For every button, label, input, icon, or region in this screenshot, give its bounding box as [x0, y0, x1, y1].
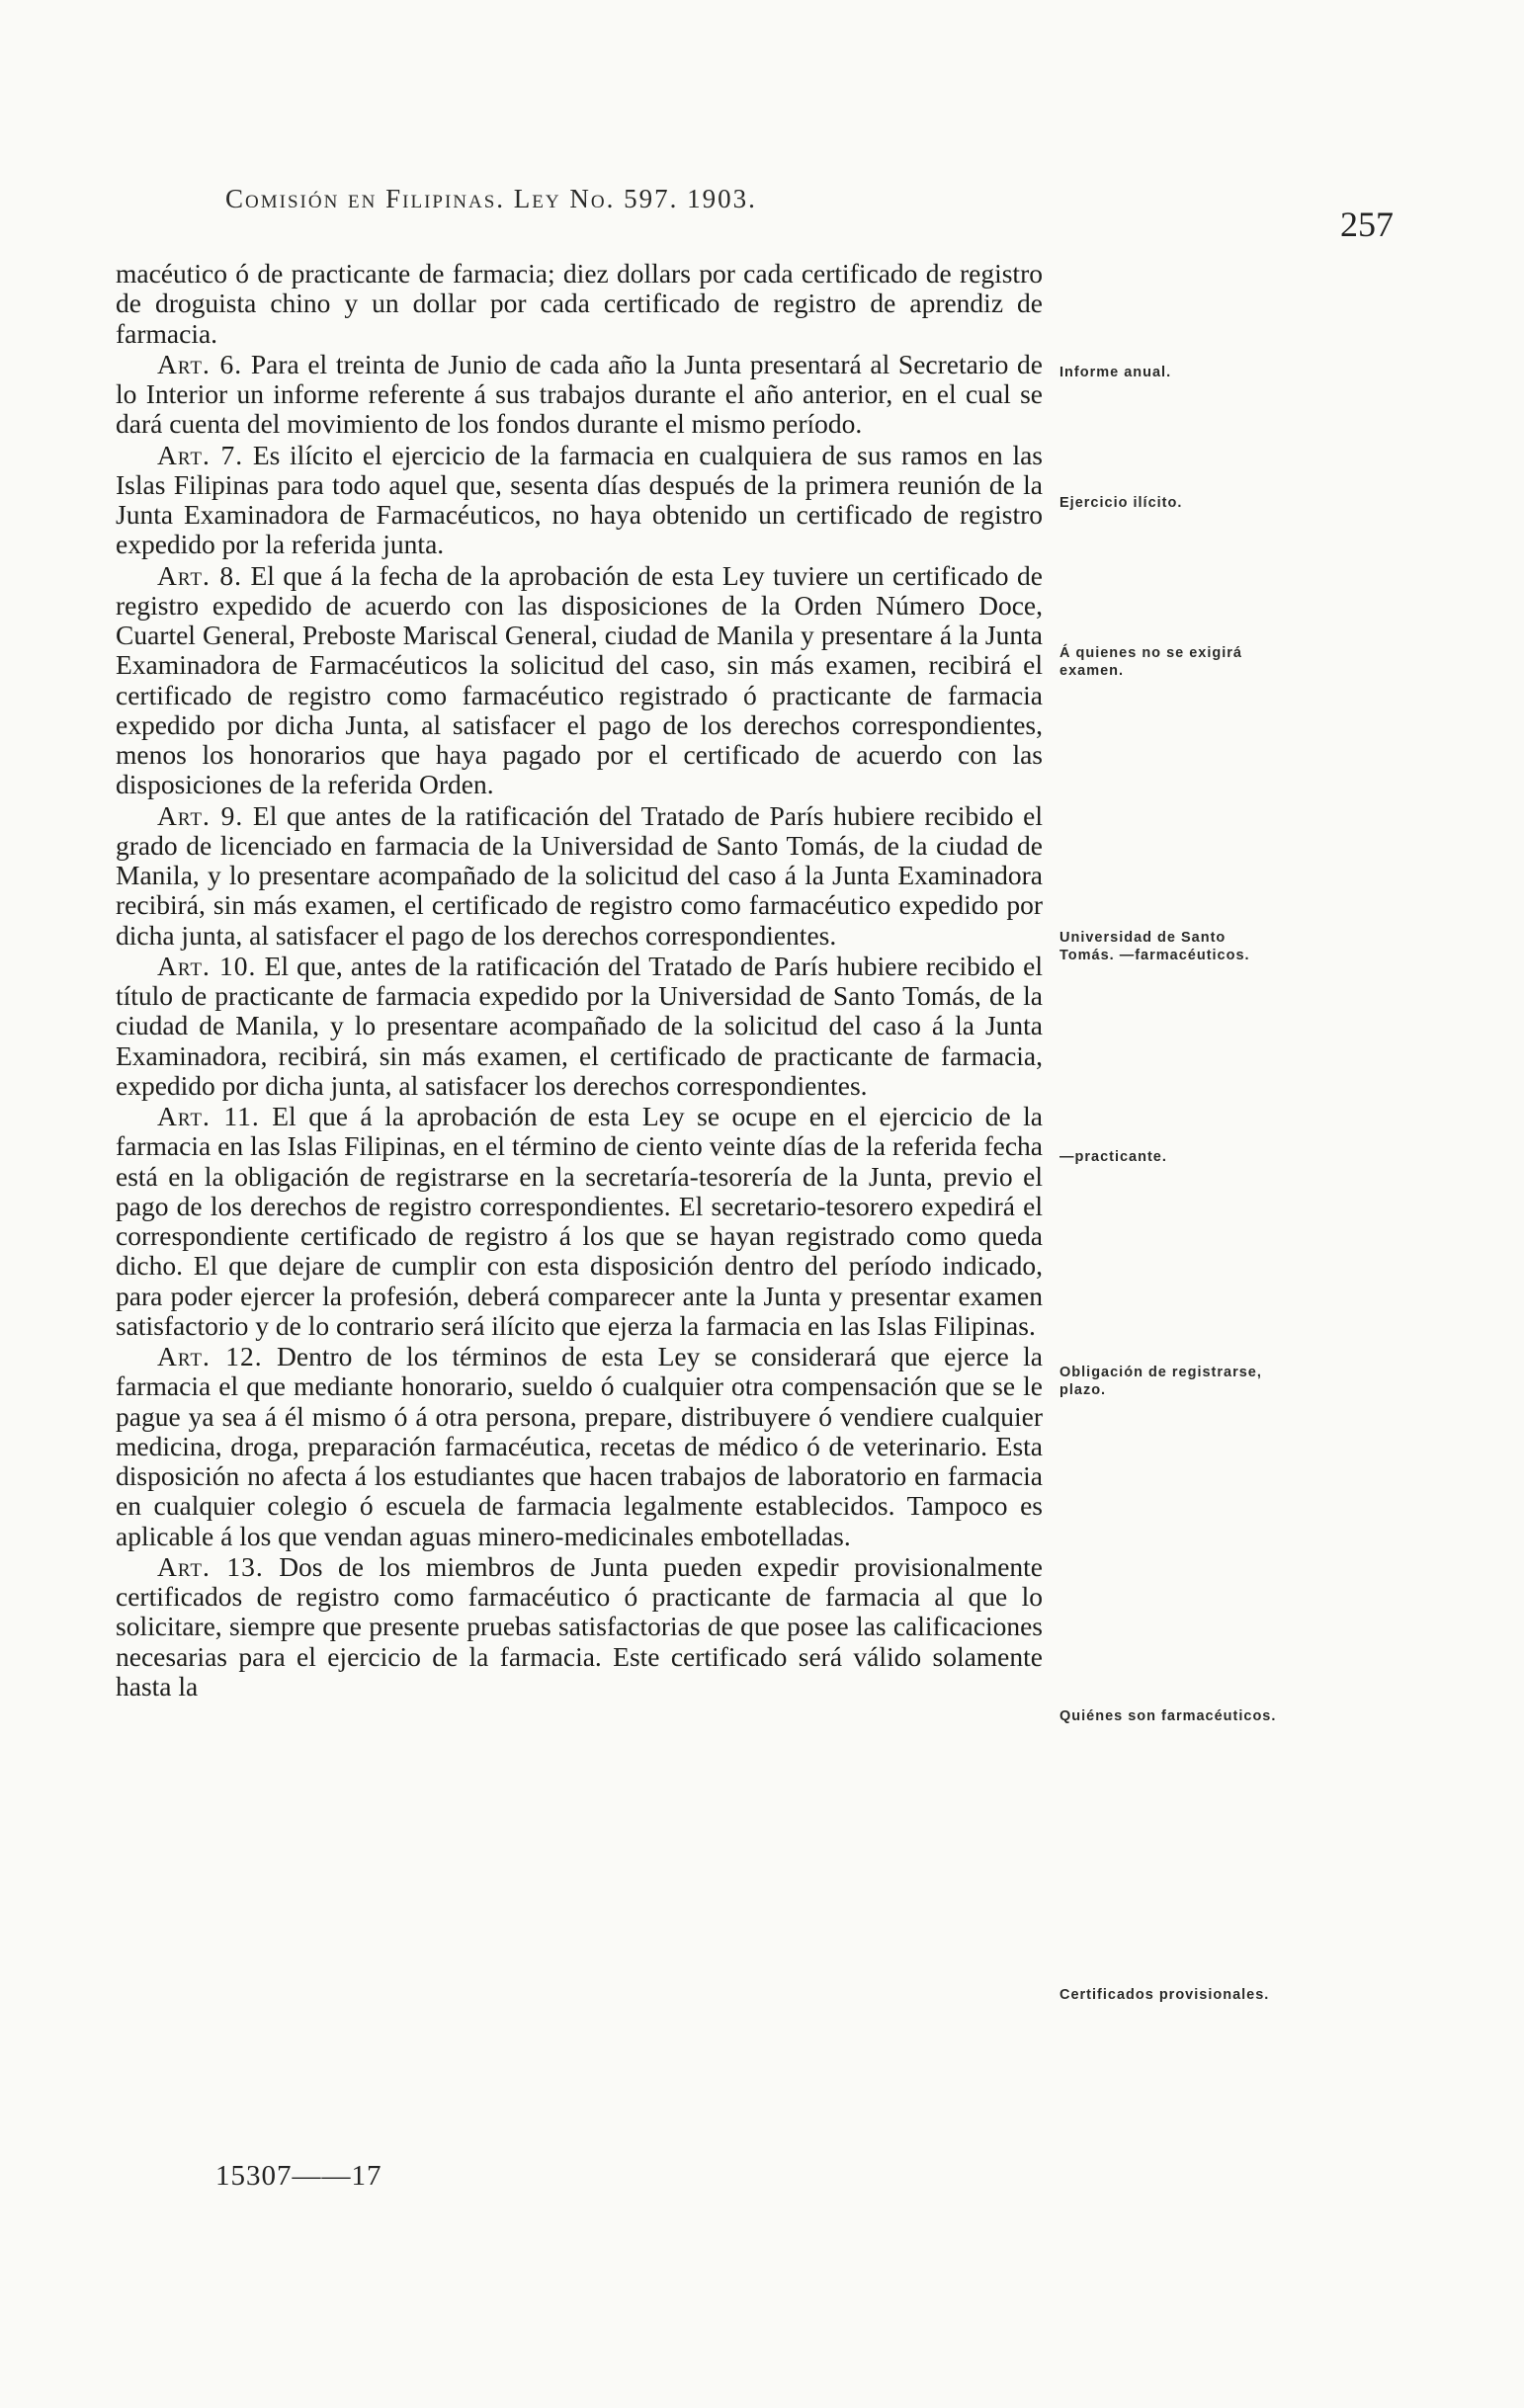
- article-text: Dos de los miembros de Junta pueden expedir provisionalmente certificados de registro como farmacéutico ó practicante de farmacia al que lo solicitare, siempre que presente pruebas satisfactorias de que posee las calificaciones necesarias para el ejercicio de la farmacia. Este certificado será válido solamente hasta la: [116, 1550, 1044, 1702]
- article-label: Art. 6.: [157, 348, 243, 379]
- margin-note-universidad: Universidad de Santo Tomás. —farmacéuticos.: [1059, 930, 1250, 964]
- margin-note-farmaceuticos: Quiénes son farmacéuticos.: [1059, 1708, 1277, 1724]
- article-label: Art. 12.: [157, 1341, 263, 1371]
- article-11: [116, 1102, 1043, 1341]
- article-text: Dentro de los términos de esta Ley se considerará que ejerce la farmacia el que mediante honorario, sueldo ó cualquier otra compensación que se le pague ya sea á él mismo ó á otra persona, prepare, distribuyere ó vendiere cualquier medicina, droga, preparación farmacéutica, recetas de médico ó de veterinario. Esta disposición no afecta á los estudiantes que hacen trabajos de laboratorio en farmacia en cualquier colegio ó escuela de farmacia legalmente establecidos. Tampoco es aplicable á los que vendan aguas minero-medicinales embotelladas.: [116, 1341, 1043, 1551]
- body-text: [116, 259, 1043, 1702]
- running-head: Comisión en Filipinas. Ley No. 597. 1903.: [225, 184, 757, 213]
- margin-note-practicante: —practicante.: [1059, 1149, 1167, 1165]
- article-label: Art. 8.: [157, 559, 242, 591]
- article-text: El que á la fecha de la aprobación de esta Ley tuviere un certificado de registro expedido de acuerdo con las disposiciones de la Orden Número Doce, Cuartel General, Preboste Mariscal General, ciudad de Manila y presentare á la Junta Examinadora de Farmacéuticos la solicitud del caso, sin más examen, recibirá el certificado de registro como farmacéutico registrado ó practicante de farmacia expedido por dicha Junta, al satisfacer el pago de los derechos correspondientes, menos los honorarios que haya pagado por el certificado de acuerdo con las disposiciones de la referida Orden.: [116, 559, 1043, 800]
- article-text: El que, antes de la ratificación del Tratado de París hubiere recibido el título de practicante de farmacia expedido por la Universidad de Santo Tomás, de la ciudad de Manila, y lo presentare acompañado de la solicitud del caso á la Junta Examinadora, recibirá, sin más examen, el certificado de practicante de farmacia, expedido por dicha junta, al satisfacer los derechos correspondientes.: [116, 950, 1044, 1101]
- printer-signature: 15307——17: [215, 2160, 382, 2192]
- article-12: [116, 1342, 1043, 1551]
- article-7: [116, 441, 1043, 560]
- article-label: Art. 9.: [157, 799, 244, 831]
- page-number: 257: [1340, 205, 1394, 244]
- article-label: Art. 11.: [157, 1101, 260, 1131]
- article-label: Art. 10.: [157, 950, 257, 981]
- article-label: Art. 7.: [157, 439, 244, 470]
- margin-note-sin-examen: Á quienes no se exigirá examen.: [1059, 645, 1242, 680]
- article-text: El que á la aprobación de esta Ley se ocupe en el ejercicio de la farmacia en las Islas Filipinas, en el término de ciento veinte días de la referida fecha está en la obligación de registrarse en la secretaría-tesorería de la Junta, previo el pago de los derechos de registro correspondientes. El secretario-tesorero expedirá el correspondiente certificado de registro á los que se hayan registrado como queda dicho. El que dejare de cumplir con esta disposición dentro del período indicado, para poder ejercer la profesión, deberá comparecer ante la Junta y presentar examen satisfactorio y de lo contrario será ilícito que ejerza la farmacia en las Islas Filipinas.: [116, 1101, 1043, 1341]
- article-13: [116, 1552, 1043, 1702]
- margin-note-obligacion: Obligación de registrarse, plazo.: [1059, 1365, 1262, 1399]
- article-text: Para el treinta de Junio de cada año la Junta presentará al Secretario de lo Interior un informe referente á sus trabajos durante el año anterior, en el cual se dará cuenta del movimiento de los fondos durante el mismo período.: [116, 348, 1043, 440]
- article-text: El que antes de la ratificación del Tratado de París hubiere recibido el grado de licenciado en farmacia de la Universidad de Santo Tomás, de la ciudad de Manila, y lo presentare acompañado de la solicitud del caso á la Junta Examinadora recibirá, sin más examen, el certificado de registro como farmacéutico expedido por dicha junta, al satisfacer el pago de los derechos correspondientes.: [116, 799, 1043, 951]
- article-label: Art. 13.: [157, 1550, 264, 1582]
- margin-note-certificados: Certificados provisionales.: [1059, 1987, 1270, 2003]
- article-8: [116, 561, 1043, 800]
- margin-note-informe-anual: Informe anual.: [1059, 365, 1172, 380]
- article-6: [116, 350, 1043, 440]
- paragraph-text: macéutico ó de practicante de farmacia; diez dollars por cada certificado de registro de droguista chino y un dollar por cada certificado de registro de aprendiz de farmacia.: [116, 258, 1043, 349]
- margin-note-ejercicio-ilicito: Ejercicio ilícito.: [1059, 495, 1183, 511]
- article-9: [116, 801, 1043, 951]
- article-10: [116, 952, 1043, 1101]
- paragraph-continuation: [116, 259, 1043, 349]
- article-text: Es ilícito el ejercicio de la farmacia en cualquiera de sus ramos en las Islas Filipinas para todo aquel que, sesenta días después de la primera reunión de la Junta Examinadora de Farmacéuticos, no haya obtenido un certificado de registro expedido por la referida junta.: [116, 439, 1043, 560]
